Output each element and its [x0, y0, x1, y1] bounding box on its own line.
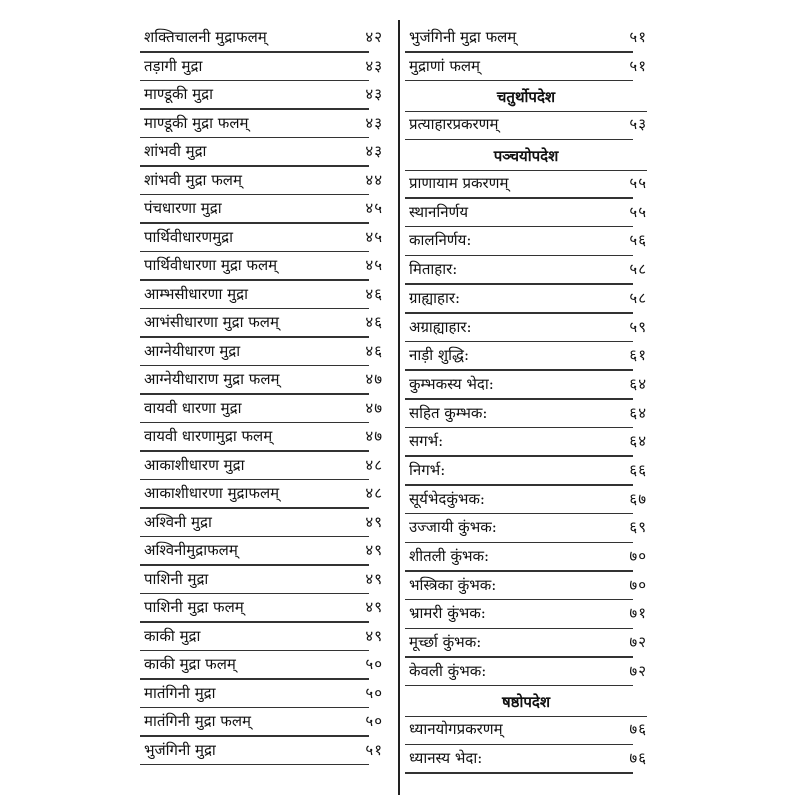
entry-underline — [405, 744, 633, 746]
entry-title: शीतली कुंभक: — [409, 547, 490, 565]
entry-title: तड़ागी मुद्रा — [144, 56, 203, 75]
entry-title: आग्नेयीधाराण मुद्रा फलम् — [144, 370, 280, 388]
entry-underline — [140, 222, 369, 224]
entry-page-number: ४३ — [365, 113, 383, 132]
toc-entry — [140, 140, 383, 169]
entry-page-number: ४५ — [365, 227, 383, 246]
entry-underline — [405, 455, 633, 457]
entry-underline — [140, 51, 369, 53]
entry-underline — [405, 312, 633, 314]
entry-title: निगर्भ: — [409, 460, 446, 479]
entry-title: मातंगिनी मुद्रा फलम् — [144, 712, 252, 730]
entry-title: कालनिर्णय: — [409, 231, 472, 250]
entry-underline — [405, 427, 633, 429]
entry-title: स्थाननिर्णय — [409, 202, 469, 221]
entry-title: पाशिनी मुद्रा फलम् — [144, 598, 244, 616]
entry-underline — [405, 283, 633, 285]
entry-underline — [140, 336, 369, 338]
toc-entry — [405, 459, 647, 488]
entry-title: नाड़ी शुद्धि: — [409, 346, 470, 365]
toc-entry — [405, 631, 647, 660]
entry-underline — [140, 507, 369, 509]
heading-underline — [405, 170, 647, 172]
entry-page-number: ५० — [365, 683, 383, 702]
toc-entry — [140, 169, 383, 198]
entry-title: आम्भसीधारणा मुद्रा — [144, 284, 248, 303]
section-heading — [405, 688, 647, 718]
entry-title: पार्थिवीधारणा मुद्रा फलम् — [144, 256, 278, 274]
entry-page-number: ४९ — [365, 598, 383, 616]
toc-entry — [405, 574, 647, 603]
entry-title: शक्तिचालनी मुद्राफलम् — [144, 28, 267, 46]
toc-entry — [140, 83, 383, 112]
entry-title: पार्थिवीधारणमुद्रा — [144, 227, 234, 246]
entry-page-number: ७० — [629, 547, 647, 565]
toc-entry — [405, 287, 647, 316]
entry-underline — [140, 393, 369, 395]
toc-entry — [405, 718, 647, 747]
entry-underline — [140, 137, 369, 139]
entry-title: पंचधारणा मुद्रा — [144, 199, 222, 217]
toc-entry — [140, 682, 383, 711]
toc-entry — [405, 430, 647, 459]
entry-title: भुजंगिनी मुद्रा — [144, 740, 216, 759]
toc-entry — [140, 283, 383, 312]
heading-underline — [405, 716, 647, 718]
entry-underline — [405, 570, 633, 572]
entry-page-number: ४५ — [365, 256, 383, 274]
section-heading-title: चतुर्थोपदेश — [496, 88, 556, 107]
entry-underline — [140, 108, 369, 110]
entry-title: ध्यानयोगप्रकरणम् — [409, 720, 503, 739]
entry-title: माण्डूकी मुद्रा — [144, 85, 213, 103]
entry-title: शांभवी मुद्रा — [144, 142, 207, 160]
entry-page-number: ५९ — [629, 317, 647, 336]
entry-title: सहित कुम्भक: — [409, 403, 488, 422]
entry-page-number: ६४ — [629, 432, 647, 451]
entry-underline — [140, 536, 369, 538]
entry-underline — [140, 564, 369, 566]
entry-page-number: ६६ — [629, 460, 647, 479]
toc-entry — [140, 55, 383, 84]
toc-entry — [140, 710, 383, 739]
entry-page-number: ६७ — [629, 489, 647, 508]
entry-title: सूर्यभेदकुंभक: — [409, 489, 485, 508]
toc-entry — [405, 316, 647, 345]
entry-underline — [140, 450, 369, 452]
section-heading-title: पञ्चयोपदेश — [493, 147, 559, 166]
toc-entry — [140, 197, 383, 226]
toc-entry — [405, 660, 647, 689]
toc-entry — [405, 545, 647, 574]
toc-entry — [140, 568, 383, 597]
entry-page-number: ४८ — [365, 484, 383, 502]
entry-title: ध्यानस्य भेदा: — [409, 749, 483, 768]
entry-page-number: ७१ — [629, 604, 647, 623]
toc-entry — [405, 229, 647, 258]
entry-title: आकाशीधारणा मुद्राफलम् — [144, 484, 280, 502]
entry-underline — [405, 599, 633, 601]
entry-page-number: ५६ — [629, 231, 647, 250]
entry-underline — [140, 422, 369, 424]
entry-page-number: ५१ — [365, 740, 383, 759]
toc-entry — [140, 226, 383, 255]
entry-underline — [140, 593, 369, 595]
entry-underline — [405, 484, 633, 486]
entry-underline — [405, 197, 633, 199]
toc-entry — [140, 26, 383, 55]
entry-page-number: ७२ — [629, 661, 647, 680]
entry-page-number: ५८ — [629, 260, 647, 279]
toc-entry — [405, 55, 647, 84]
entry-underline — [140, 165, 369, 167]
entry-page-number: ४२ — [365, 28, 383, 46]
toc-entry — [140, 340, 383, 369]
entry-page-number: ५५ — [629, 202, 647, 221]
entry-title: कुम्भकस्य भेदा: — [409, 374, 494, 393]
entry-page-number: ४७ — [365, 427, 383, 445]
entry-page-number: ६१ — [629, 346, 647, 365]
entry-underline — [405, 51, 633, 53]
entry-underline — [140, 707, 369, 709]
entry-title: अग्राह्याहार: — [409, 317, 472, 336]
entry-title: अश्विनीमुद्राफलम् — [144, 541, 238, 559]
entry-page-number: ४४ — [365, 170, 383, 189]
entry-underline — [405, 341, 633, 343]
entry-page-number: ७२ — [629, 633, 647, 652]
entry-title: प्राणायाम प्रकरणम् — [409, 174, 509, 193]
toc-entry — [140, 397, 383, 426]
toc-entry — [405, 747, 647, 776]
toc-entry — [405, 201, 647, 230]
entry-page-number: ५० — [365, 712, 383, 730]
entry-title: आग्नेयीधारण मुद्रा — [144, 341, 241, 360]
entry-page-number: ४९ — [365, 512, 383, 531]
toc-entry — [140, 482, 383, 511]
toc-entry — [405, 26, 647, 55]
entry-page-number: ४७ — [365, 370, 383, 388]
entry-underline — [140, 279, 369, 281]
entry-title: काकी मुद्रा फलम् — [144, 655, 236, 673]
entry-page-number: ५५ — [629, 174, 647, 193]
entry-title: मूर्च्छा कुंभक: — [409, 633, 482, 652]
right-column — [405, 26, 647, 776]
entry-underline — [405, 628, 633, 630]
entry-title: केवली कुंभक: — [409, 661, 487, 680]
entry-title: शांभवी मुद्रा फलम् — [144, 170, 242, 189]
toc-entry — [405, 258, 647, 287]
toc-entry — [405, 344, 647, 373]
entry-page-number: ६४ — [629, 374, 647, 393]
entry-title: वायवी धारणा मुद्रा — [144, 398, 242, 417]
entry-title: भस्त्रिका कुंभक: — [409, 575, 497, 594]
entry-title: भुजंगिनी मुद्रा फलम् — [409, 28, 517, 46]
entry-page-number: ६९ — [629, 518, 647, 537]
entry-page-number: ४५ — [365, 199, 383, 217]
toc-entry — [405, 172, 647, 201]
entry-page-number: ४८ — [365, 455, 383, 474]
toc-entry — [140, 596, 383, 625]
toc-entry — [405, 516, 647, 545]
toc-entry — [140, 653, 383, 682]
entry-title: प्रत्याहारप्रकरणम् — [409, 115, 499, 134]
toc-entry — [140, 539, 383, 568]
heading-underline — [405, 111, 647, 113]
entry-underline — [140, 621, 369, 623]
entry-page-number: ५१ — [629, 28, 647, 46]
entry-underline — [140, 479, 369, 481]
entry-page-number: ४६ — [365, 313, 383, 331]
entry-underline — [405, 255, 633, 257]
entry-underline — [405, 226, 633, 228]
toc-entry — [140, 454, 383, 483]
entry-page-number: ५३ — [629, 115, 647, 134]
entry-underline — [140, 650, 369, 652]
toc-entry — [140, 368, 383, 397]
toc-entry — [405, 113, 647, 142]
column-divider — [398, 20, 400, 795]
entry-underline — [405, 772, 633, 774]
entry-page-number: ४६ — [365, 341, 383, 360]
entry-underline — [405, 80, 633, 82]
toc-entry — [405, 602, 647, 631]
toc-entry — [405, 488, 647, 517]
toc-entry — [140, 511, 383, 540]
entry-underline — [140, 80, 369, 82]
entry-page-number: ७६ — [629, 749, 647, 768]
entry-underline — [140, 308, 369, 310]
toc-entry — [405, 402, 647, 431]
entry-underline — [140, 678, 369, 680]
entry-underline — [405, 685, 633, 687]
entry-page-number: ४३ — [365, 142, 383, 160]
entry-page-number: ४३ — [365, 56, 383, 75]
entry-page-number: ५० — [365, 655, 383, 673]
entry-title: मुद्राणां फलम् — [409, 56, 481, 75]
entry-title: उज्जायी कुंभक: — [409, 518, 497, 537]
section-heading-title: षष्ठोपदेश — [501, 693, 551, 712]
entry-title: सगर्भ: — [409, 432, 444, 451]
entry-title: आभंसीधारणा मुद्रा फलम् — [144, 313, 279, 331]
entry-page-number: ४९ — [365, 541, 383, 559]
entry-title: वायवी धारणामुद्रा फलम् — [144, 427, 273, 445]
entry-title: काकी मुद्रा — [144, 626, 201, 645]
entry-page-number: ४७ — [365, 398, 383, 417]
toc-entry — [140, 625, 383, 654]
entry-underline — [140, 735, 369, 737]
entry-underline — [405, 542, 633, 544]
entry-underline — [405, 513, 633, 515]
entry-underline — [405, 139, 633, 141]
entry-title: माण्डूकी मुद्रा फलम् — [144, 113, 249, 132]
entry-page-number: ४९ — [365, 569, 383, 588]
entry-underline — [405, 369, 633, 371]
entry-title: ग्राह्याहार: — [409, 288, 461, 307]
toc-entry — [405, 373, 647, 402]
entry-page-number: ४९ — [365, 626, 383, 645]
entry-underline — [140, 194, 369, 196]
entry-page-number: ५८ — [629, 288, 647, 307]
entry-title: मातंगिनी मुद्रा — [144, 683, 216, 702]
entry-page-number: ७६ — [629, 720, 647, 739]
entry-title: पाशिनी मुद्रा — [144, 569, 209, 588]
entry-underline — [140, 764, 369, 766]
entry-page-number: ६४ — [629, 403, 647, 422]
toc-entry — [140, 112, 383, 141]
entry-page-number: ७० — [629, 575, 647, 594]
entry-page-number: ४६ — [365, 284, 383, 303]
entry-title: आकाशीधारण मुद्रा — [144, 455, 245, 474]
section-heading — [405, 142, 647, 172]
section-heading — [405, 83, 647, 113]
toc-entry — [140, 254, 383, 283]
entry-title: अश्विनी मुद्रा — [144, 512, 212, 531]
entry-page-number: ५१ — [629, 56, 647, 75]
entry-page-number: ४३ — [365, 85, 383, 103]
entry-title: भ्रामरी कुंभक: — [409, 604, 486, 623]
entry-title: मिताहार: — [409, 260, 458, 279]
entry-underline — [140, 251, 369, 253]
toc-entry — [140, 311, 383, 340]
toc-entry — [140, 425, 383, 454]
entry-underline — [140, 365, 369, 367]
entry-underline — [405, 656, 633, 658]
toc-entry — [140, 739, 383, 768]
left-column — [140, 26, 383, 767]
entry-underline — [405, 398, 633, 400]
